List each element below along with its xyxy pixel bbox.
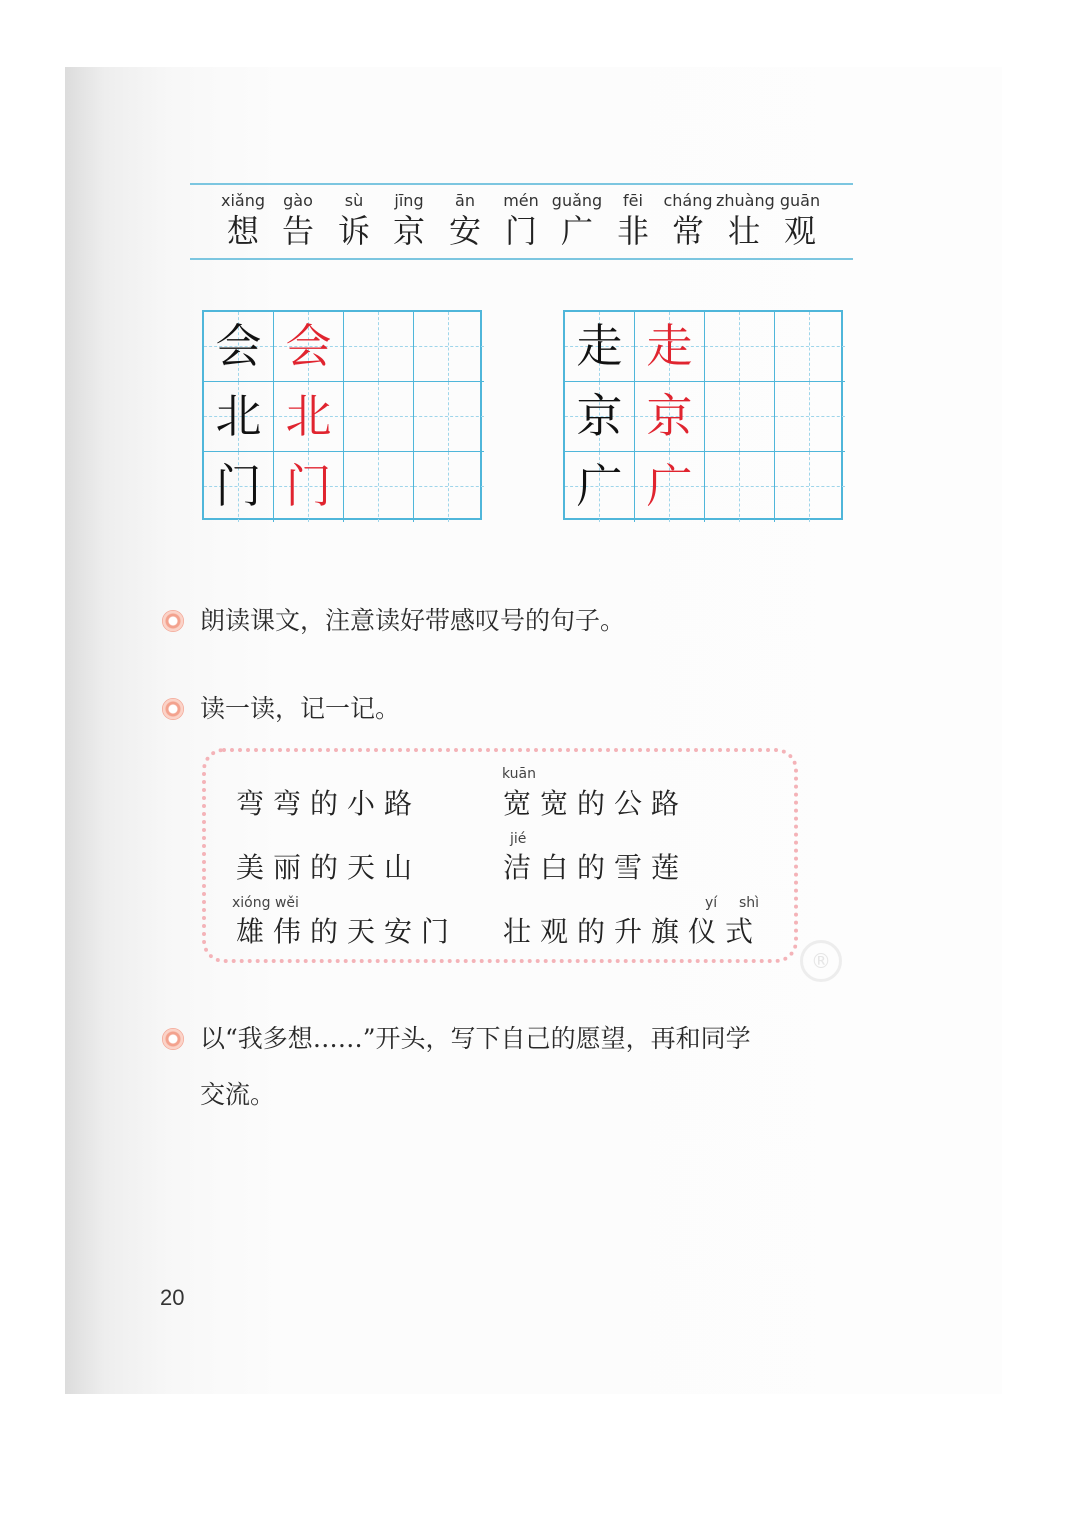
grid-cell-blank (344, 382, 414, 452)
watermark-registered-icon: ® (800, 940, 842, 982)
grid-cell-blank (344, 452, 414, 522)
grid-cell-model: 走 (565, 312, 635, 382)
grid-cell-model: 门 (204, 452, 274, 522)
exercise-bullet-icon (162, 698, 184, 720)
grid-cell-blank (705, 382, 775, 452)
grid-cell-trace: 门 (274, 452, 344, 522)
pinyin-char: guān 观 (779, 191, 821, 250)
grid-cell-blank (414, 312, 484, 382)
grid-cell-model: 会 (204, 312, 274, 382)
exercise-bullet-icon (162, 1028, 184, 1050)
pinyin-char: zhuàng 壮 (716, 191, 775, 250)
pinyin-char: jīng 京 (392, 191, 425, 250)
grid-cell-trace: 会 (274, 312, 344, 382)
top-rule (190, 183, 853, 185)
exercise-3-text-cont: 交流。 (200, 1080, 276, 1109)
exercise-3-text: 以“我多想……”开头，写下自己的愿望，再和同学 (200, 1024, 751, 1053)
exercise-1-text: 朗读课文，注意读好带感叹号的句子。 (200, 606, 626, 635)
grid-cell-blank (414, 452, 484, 522)
grid-cell-blank (705, 312, 775, 382)
grid-cell-blank (775, 452, 845, 522)
phrase: 洁白的雪莲 (503, 851, 689, 884)
grid-cell-blank (775, 312, 845, 382)
pinyin-char: xiǎng 想 (220, 191, 265, 250)
phrase: 壮观的升旗仪式 (503, 915, 763, 948)
phrase-pinyin: kuān (502, 766, 537, 782)
pinyin-char: mén 门 (503, 191, 539, 250)
writing-grid-right (563, 310, 843, 520)
pinyin-char: sù 诉 (337, 191, 370, 250)
bottom-rule (190, 258, 853, 260)
writing-grid-left (202, 310, 482, 520)
phrase-pinyin: xióng wěi (232, 895, 299, 911)
grid-cell-trace: 北 (274, 382, 344, 452)
pinyin-char: guǎng 广 (551, 191, 603, 250)
grid-cell-trace: 广 (635, 452, 705, 522)
grid-cell-model: 京 (565, 382, 635, 452)
grid-cell-model: 北 (204, 382, 274, 452)
phrase-pinyin: jié (510, 831, 527, 847)
phrase: 美丽的天山 (236, 851, 422, 884)
pinyin-char: gào 告 (281, 191, 314, 250)
textbook-page (65, 67, 1002, 1394)
page-number: 20 (160, 1285, 185, 1310)
phrase-pinyin: yí (705, 895, 718, 911)
exercise-bullet-icon (162, 610, 184, 632)
pinyin-char: cháng 常 (663, 191, 713, 250)
phrase-pinyin: shì (739, 895, 760, 911)
grid-cell-blank (414, 382, 484, 452)
pinyin-char: ān 安 (448, 191, 481, 250)
grid-cell-trace: 走 (635, 312, 705, 382)
phrase: 弯弯的小路 (236, 787, 422, 820)
exercise-2-text: 读一读，记一记。 (200, 694, 401, 723)
grid-cell-blank (775, 382, 845, 452)
grid-cell-trace: 京 (635, 382, 705, 452)
grid-cell-blank (344, 312, 414, 382)
pinyin-char: fēi 非 (616, 191, 649, 250)
grid-cell-blank (705, 452, 775, 522)
phrase: 宽宽的公路 (503, 787, 689, 820)
phrase: 雄伟的天安门 (236, 915, 459, 948)
grid-cell-model: 广 (565, 452, 635, 522)
